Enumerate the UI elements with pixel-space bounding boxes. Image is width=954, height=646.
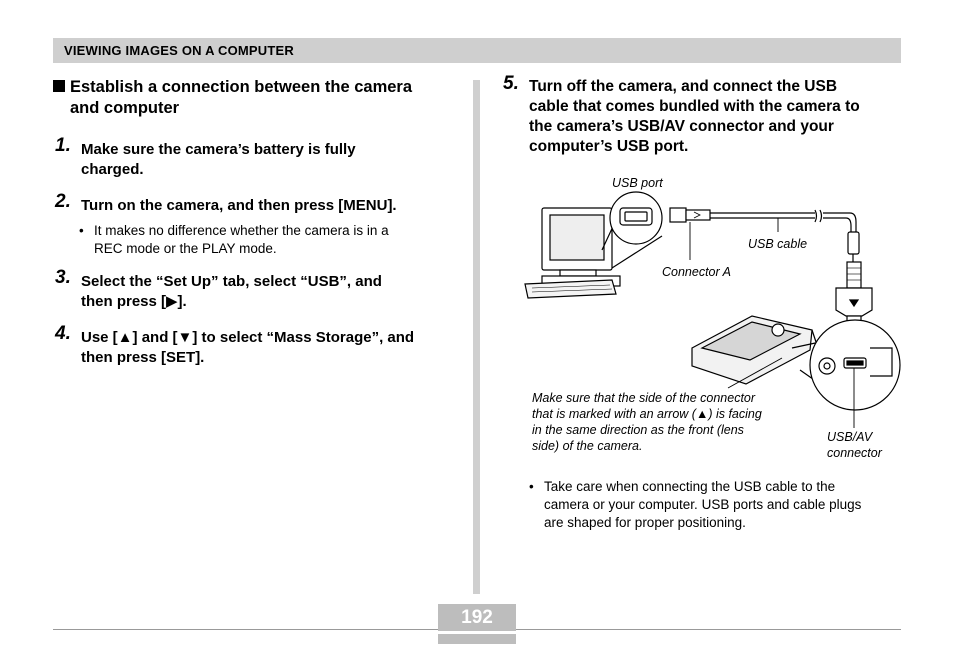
step-number: 4.	[55, 323, 71, 344]
step-1: 1. Make sure the camera’s battery is fully charged.	[55, 135, 356, 178]
bullet-dot-icon: •	[79, 223, 84, 238]
page-header-title: VIEWING IMAGES ON A COMPUTER	[64, 43, 294, 58]
connector-a-label: Connector A	[662, 265, 732, 279]
page-number-box	[438, 604, 516, 644]
computer-illustration	[525, 208, 620, 298]
step-number: 1.	[55, 135, 71, 156]
step-number: 3.	[55, 267, 71, 288]
step-number: 5.	[503, 73, 519, 94]
section-title: Establish a connection between the camera and computer	[53, 77, 453, 119]
step-4: 4. Use [▲] and [▼] to select “Mass Storage”, and then press [SET].	[55, 323, 415, 366]
step-2-note: • It makes no difference whether the camera is in a REC mode or the PLAY mode.	[79, 223, 389, 256]
column-divider	[473, 80, 480, 594]
step-5: 5. Turn off the camera, and connect the USB cable that comes bundled with the camera to the camera’s USB/AV connector and your computer’s USB port.	[503, 73, 860, 155]
step-number: 2.	[55, 191, 71, 212]
usb-port-label: USB port	[612, 176, 663, 190]
header-bar	[53, 38, 901, 63]
page-number: 192	[438, 604, 516, 631]
usb-av-connector-label: USB/AV connector	[827, 430, 882, 460]
square-bullet-icon	[53, 80, 65, 92]
bullet-dot-icon: •	[529, 479, 534, 494]
usb-cable-label: USB cable	[748, 237, 808, 251]
usb-caution-note: • Take care when connecting the USB cable to the camera or your computer. USB ports and cable plugs are shaped for proper positioning.	[529, 479, 862, 530]
connector-orientation-note: Make sure that the side of the connector that is marked with an arrow (▲) is facing in the same direction as the front (lens side) of the camera.	[532, 391, 762, 453]
step-3: 3. Select the “Set Up” tab, select “USB”, and then press [▶].	[55, 267, 382, 310]
step-2: 2. Turn on the camera, and then press [MENU].	[55, 191, 397, 214]
